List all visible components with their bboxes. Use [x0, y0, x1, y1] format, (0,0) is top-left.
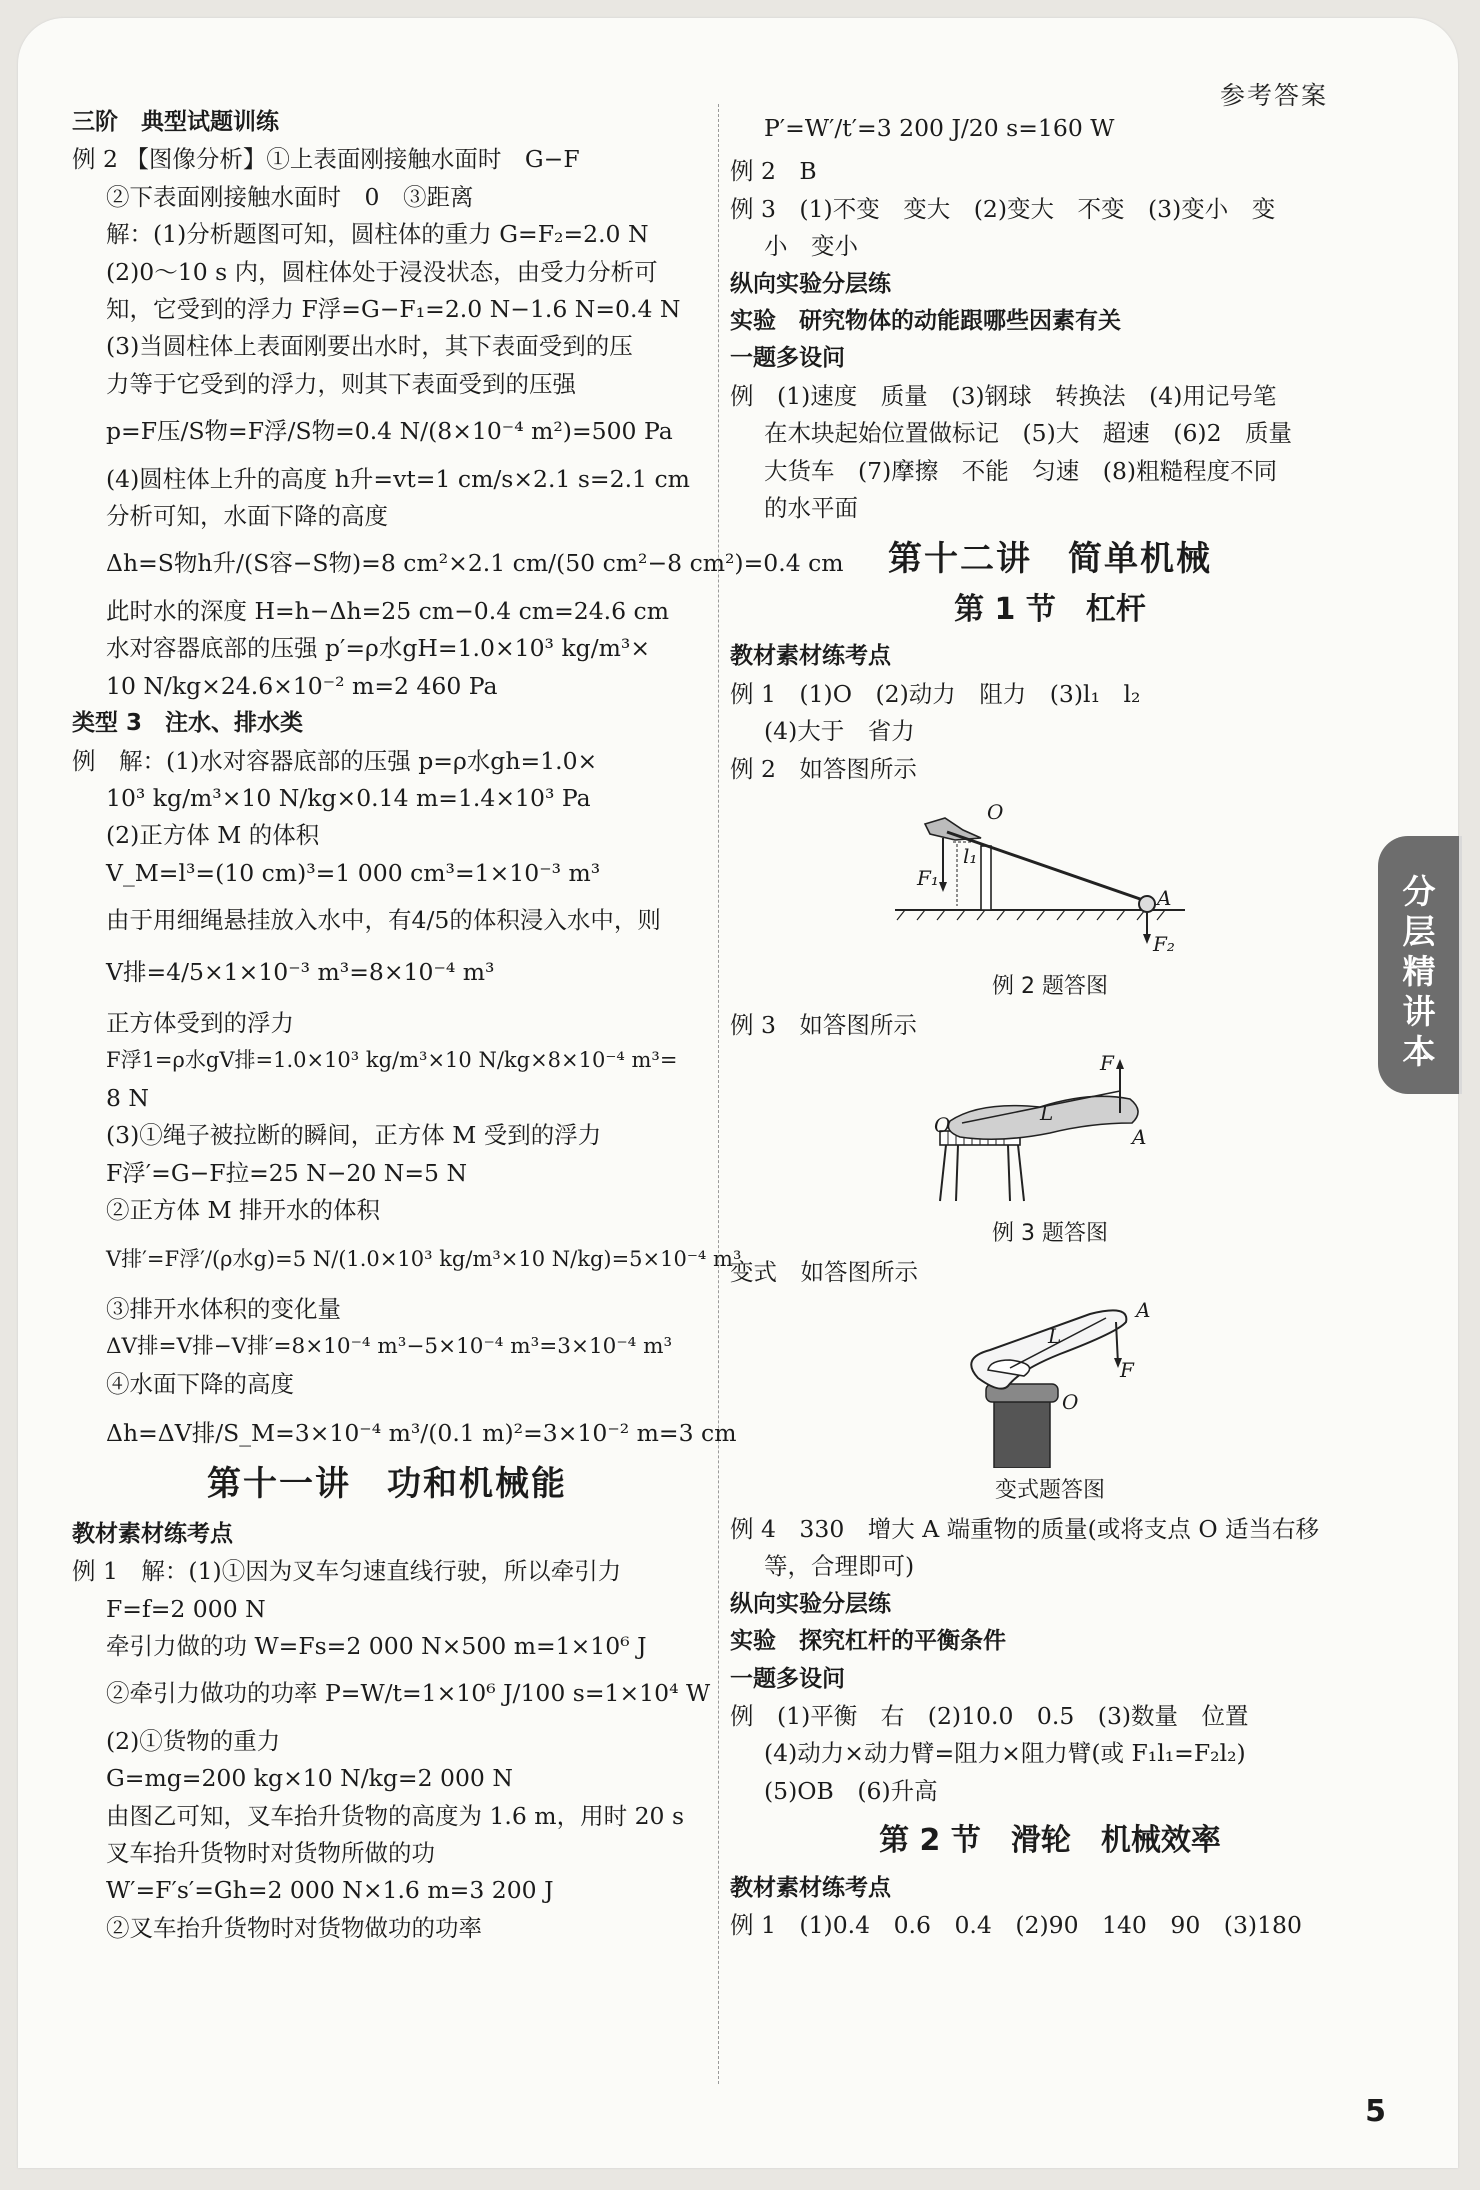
fig2-label-F2: F₂	[1153, 931, 1175, 956]
section-heading: 一题多设问	[730, 345, 845, 372]
figure-caption: 例 3 题答图	[992, 1220, 1108, 1246]
side-tab[interactable]	[1378, 836, 1462, 1094]
text-line: 例 2 B	[730, 157, 817, 186]
page-number: 5	[1365, 2094, 1386, 2129]
var-label-L: L	[1048, 1323, 1062, 1348]
fig2-label-A: A	[1157, 885, 1172, 910]
text-line: (4)大于 省力	[764, 717, 915, 746]
text-line: 力等于它受到的浮力，则其下表面受到的压强	[106, 369, 576, 398]
section-heading: 纵向实验分层练	[730, 270, 891, 297]
text-line: 例 1 (1)O (2)动力 阻力 (3)l₁ l₂	[730, 679, 1141, 708]
text-line: 此时水的深度 H=h−Δh=25 cm−0.4 cm=24.6 cm	[106, 596, 670, 625]
text-line: 大货车 (7)摩擦 不能 匀速 (8)粗糙程度不同	[764, 456, 1278, 485]
text-line: 分析可知，水面下降的高度	[106, 502, 388, 531]
text-line: (2)①货物的重力	[106, 1726, 281, 1755]
section-heading: 一题多设问	[730, 1665, 845, 1692]
text-line: 牵引力做的功 W=Fs=2 000 N×500 m=1×10⁶ J	[106, 1632, 647, 1661]
formula-line: ②牵引力做功的功率 P=W/t=1×10⁶ J/100 s=1×10⁴ W	[106, 1679, 711, 1708]
formula-line: Δh=S物h升/(S容−S物)=8 cm²×2.1 cm/(50 cm²−8 cm²)=0.4 cm	[106, 549, 844, 578]
text-line: 由图乙可知，叉车抬升货物的高度为 1.6 m，用时 20 s	[106, 1801, 684, 1830]
formula-line: V排′=F浮′/(ρ水g)=5 N/(1.0×10³ kg/m³×10 N/kg)=5×10⁻⁴ m³	[106, 1247, 742, 1272]
text-line: 等，合理即可)	[764, 1552, 915, 1581]
fig3-label-L: L	[1040, 1100, 1054, 1125]
section-heading: 三阶 典型试题训练	[72, 109, 279, 135]
text-line: 10³ kg/m³×10 N/kg×0.14 m=1.4×10³ Pa	[106, 783, 591, 812]
text-line: V_M=l³=(10 cm)³=1 000 cm³=1×10⁻³ m³	[106, 858, 601, 887]
text-line: (4)圆柱体上升的高度 h升=vt=1 cm/s×2.1 s=2.1 cm	[106, 464, 690, 493]
text-line: F浮′=G−F拉=25 N−20 N=5 N	[106, 1158, 468, 1187]
column-divider	[718, 104, 719, 2084]
right-column	[730, 104, 1370, 1944]
text-line: (3)当圆柱体上表面刚要出水时，其下表面受到的压	[106, 332, 633, 361]
section-heading: 类型 3 注水、排水类	[72, 710, 304, 737]
section-heading: 实验 探究杠杆的平衡条件	[730, 1628, 1006, 1655]
text-line: ④水面下降的高度	[106, 1369, 294, 1398]
fig2-label-O: O	[987, 799, 1004, 824]
side-tab-label: 分层精讲本	[1402, 872, 1436, 1071]
text-line: ②叉车抬升货物时对货物做功的功率	[106, 1913, 482, 1942]
fig2-label-l1: l₁	[963, 843, 978, 868]
text-line: 例 1 (1)0.4 0.6 0.4 (2)90 140 90 (3)180	[730, 1911, 1302, 1939]
fig3-label-F: F	[1100, 1050, 1114, 1075]
var-label-O: O	[1062, 1389, 1079, 1414]
var-label-F: F	[1120, 1357, 1134, 1382]
text-line: 例 3 如答图所示	[730, 1011, 917, 1040]
text-line: 例 2 【图像分析】①上表面刚接触水面时 G−F	[72, 145, 580, 174]
text-line: 例 解：(1)水对容器底部的压强 p=ρ水gh=1.0×	[72, 746, 598, 775]
text-line: ②正方体 M 排开水的体积	[106, 1195, 381, 1224]
text-line: 水对容器底部的压强 p′=ρ水gH=1.0×10³ kg/m³×	[106, 634, 651, 663]
text-line: ΔV排=V排−V排′=8×10⁻⁴ m³−5×10⁻⁴ m³=3×10⁻⁴ m³	[106, 1334, 673, 1360]
chapter-title: 第十一讲 功和机械能	[207, 1464, 567, 1505]
figure-caption: 变式题答图	[994, 1477, 1105, 1503]
figure-caption: 例 2 题答图	[992, 973, 1108, 999]
text-line: (4)动力×动力臂=阻力×阻力臂(或 F₁l₁=F₂l₂)	[764, 1739, 1246, 1768]
text-line: 正方体受到的浮力	[106, 1008, 294, 1037]
formula-line: p=F压/S物=F浮/S物=0.4 N/(8×10⁻⁴ m²)=500 Pa	[106, 417, 673, 446]
text-line: 例 4 330 增大 A 端重物的质量(或将支点 O 适当右移	[730, 1514, 1320, 1543]
section-heading: 教材素材练考点	[730, 1874, 891, 1901]
text-line: 知，它受到的浮力 F浮=G−F₁=2.0 N−1.6 N=0.4 N	[106, 295, 681, 324]
text-line: (2)0～10 s 内，圆柱体处于浸没状态，由受力分析可	[106, 257, 658, 286]
text-line: G=mg=200 kg×10 N/kg=2 000 N	[106, 1764, 513, 1793]
section-title: 第 2 节 滑轮 机械效率	[879, 1823, 1221, 1859]
text-line: 由于用细绳悬挂放入水中，有4/5的体积浸入水中，则	[106, 906, 661, 935]
page-header: 参考答案	[1219, 81, 1328, 110]
text-line: ③排开水体积的变化量	[106, 1294, 341, 1323]
formula-line: V排=4/5×1×10⁻³ m³=8×10⁻⁴ m³	[106, 957, 495, 986]
chapter-title: 第十二讲 简单机械	[888, 539, 1212, 580]
text-line: (3)①绳子被拉断的瞬间，正方体 M 受到的浮力	[106, 1121, 602, 1150]
text-line: 在木块起始位置做标记 (5)大 超速 (6)2 质量	[764, 419, 1293, 448]
text-line: F=f=2 000 N	[106, 1594, 266, 1623]
text-line: ②下表面刚接触水面时 0 ③距离	[106, 182, 474, 211]
formula-line: P′=W′/t′=3 200 J/20 s=160 W	[764, 114, 1115, 142]
text-line: 变式 如答图所示	[730, 1258, 918, 1287]
text-line: 例 2 如答图所示	[730, 754, 917, 783]
section-heading: 教材素材练考点	[730, 643, 891, 670]
text-line: 8 N	[106, 1083, 149, 1112]
fig3-label-O: O	[934, 1112, 951, 1137]
text-line: 例 3 (1)不变 变大 (2)变大 不变 (3)变小 变	[730, 194, 1276, 223]
text-line: 的水平面	[764, 494, 858, 523]
fig3-label-A: A	[1132, 1124, 1147, 1149]
text-line: 10 N/kg×24.6×10⁻² m=2 460 Pa	[106, 671, 498, 700]
figure-example-3	[730, 1051, 1370, 1252]
text-line: W′=F′s′=Gh=2 000 N×1.6 m=3 200 J	[106, 1876, 554, 1905]
figure-variant	[730, 1298, 1370, 1509]
formula-line: Δh=ΔV排/S_M=3×10⁻⁴ m³/(0.1 m)²=3×10⁻² m=3 cm	[106, 1419, 737, 1447]
section-heading: 教材素材练考点	[72, 1520, 233, 1547]
fig2-label-F1: F₁	[917, 865, 939, 890]
text-line: 解：(1)分析题图可知，圆柱体的重力 G=F₂=2.0 N	[106, 220, 649, 249]
section-heading: 纵向实验分层练	[730, 1590, 891, 1617]
section-title: 第 1 节 杠杆	[954, 591, 1146, 627]
section-heading: 实验 研究物体的动能跟哪些因素有关	[730, 308, 1121, 335]
text-line: (5)OB (6)升高	[764, 1776, 938, 1805]
text-line: (2)正方体 M 的体积	[106, 821, 320, 850]
text-line: 叉车抬升货物时对货物所做的功	[106, 1839, 435, 1868]
var-label-A: A	[1136, 1297, 1151, 1322]
figure-example-2	[730, 794, 1370, 1005]
text-line: 例 (1)速度 质量 (3)钢球 转换法 (4)用记号笔	[730, 381, 1277, 410]
text-line: 例 1 解：(1)①因为叉车匀速直线行驶，所以牵引力	[72, 1557, 622, 1586]
text-line: 小 变小	[764, 232, 858, 261]
text-line: 例 (1)平衡 右 (2)10.0 0.5 (3)数量 位置	[730, 1701, 1249, 1730]
text-line: F浮1=ρ水gV排=1.0×10³ kg/m³×10 N/kg×8×10⁻⁴ m³=	[106, 1048, 678, 1073]
